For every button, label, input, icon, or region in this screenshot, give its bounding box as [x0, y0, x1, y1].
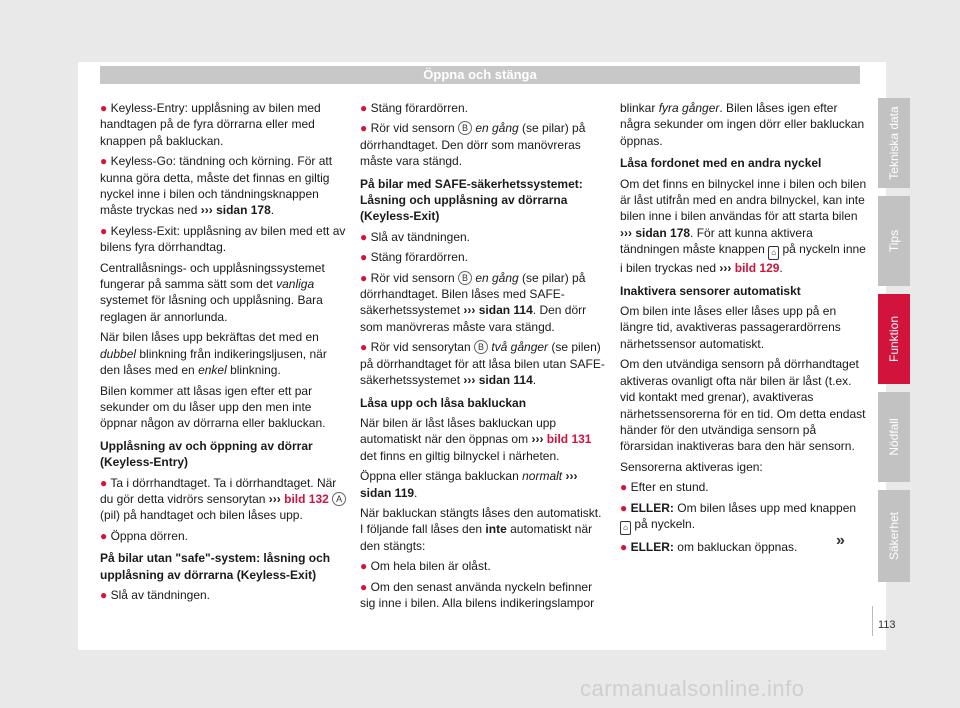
page-number: 113	[878, 619, 896, 631]
figure-reference-link[interactable]: bild 131	[546, 432, 592, 447]
callout-badge: B	[458, 121, 472, 135]
text-column-1	[100, 100, 348, 607]
list-item: ● Slå av tändningen.	[100, 587, 211, 602]
unlock-key-icon: ⌂	[768, 246, 779, 260]
paragraph: Centrallåsnings- och upplåsningssystemet fungerar på samma sätt som det vanliga systemet för låsning och upplåsning. Bara reglagen är annorlunda.	[100, 260, 325, 324]
tab-label: Tekniska data	[887, 106, 901, 180]
page-reference-link[interactable]: sidan 119	[360, 485, 415, 500]
list-item: ● Om hela bilen är olåst.	[360, 559, 491, 574]
bullet-icon: ●	[620, 480, 628, 495]
divider	[872, 606, 873, 636]
tab-funktion[interactable]	[878, 294, 910, 384]
paragraph: Öppna eller stänga bakluckan normalt ››› sidan 119.	[360, 469, 578, 500]
paragraph: När bakluckan stängts låses den automatiskt. I följande fall låses den inte automatiskt när den stängts:	[360, 505, 602, 553]
tab-nodfall[interactable]	[878, 392, 910, 482]
list-item: ● Slå av tändningen.	[360, 229, 471, 244]
bullet-keyless-exit: ● Keyless-Exit: upplåsning av bilen med ett av bilens fyra dörrhandtag.	[100, 223, 346, 255]
bullet-icon: ●	[100, 154, 108, 169]
tab-tips[interactable]	[878, 196, 910, 286]
list-item: ● Om den senast använda nyckeln befinner sig inne i bilen. Alla bilens indikeringslampor	[360, 579, 595, 610]
list-item: ● Stäng förardörren.	[360, 250, 468, 265]
continue-icon: »	[836, 532, 845, 549]
callout-badge: B	[474, 340, 488, 354]
tab-label: Tips	[887, 229, 901, 253]
bullet-icon: ●	[100, 475, 108, 490]
callout-badge: A	[332, 492, 346, 506]
tab-label: Nödfall	[887, 418, 901, 456]
paragraph: När bilen låses upp bekräftas det med en dubbel blinkning från indikeringsljusen, när den låses med en enkel blinkning.	[100, 330, 327, 378]
section-heading: Låsa upp och låsa bakluckan	[360, 395, 527, 410]
page-reference-link[interactable]: sidan 178	[635, 225, 691, 240]
bullet-keyless-go: ● Keyless-Go: tändning och körning. För att kunna göra detta, måste det finnas en giltig nyckel inne i bilen och tändningsknappen måste tryckas ned ››› sidan 178.	[100, 154, 333, 218]
bullet-icon: ●	[100, 528, 108, 543]
tab-sakerhet[interactable]	[878, 490, 910, 582]
list-item: ● Rör vid sensorytan B två gånger (se pilen) på dörrhandtaget för att låsa bilen utan SAFE-säkerhetssystemet ››› sidan 114.	[360, 340, 605, 388]
figure-reference-link[interactable]: bild 132	[284, 491, 329, 506]
text-column-3	[620, 100, 868, 559]
unlock-key-icon: ⌂	[620, 521, 631, 535]
section-heading: Upplåsning av och öppning av dörrar (Keyless-Entry)	[100, 438, 313, 470]
bullet-icon: ●	[360, 559, 368, 574]
section-heading: Låsa fordonet med en andra nyckel	[620, 156, 822, 171]
bullet-keyless-entry: ● Keyless-Entry: upplåsning av bilen med handtagen på de fyra dörrarna eller med knappen på bakluckan.	[100, 101, 321, 148]
bullet-icon: ●	[360, 229, 368, 244]
tab-label: Säkerhet	[887, 511, 901, 561]
bullet-icon: ●	[360, 250, 368, 265]
list-item: ● Efter en stund.	[620, 480, 709, 495]
watermark: carmanualsonline.info	[580, 676, 805, 701]
paragraph: Sensorerna aktiveras igen:	[620, 459, 763, 474]
section-heading: På bilar utan "safe"-system: låsning och upplåsning av dörrarna (Keyless-Exit)	[100, 551, 331, 582]
bullet-icon: ●	[100, 223, 108, 238]
bullet-icon: ●	[360, 270, 368, 285]
paragraph: Bilen kommer att låsas igen efter ett par sekunder om du låser upp den men inte öppnar någon av dörrarna eller bakluckan.	[100, 383, 326, 431]
page-title: Öppna och stänga	[100, 66, 860, 84]
text-column-2	[360, 100, 608, 615]
figure-reference-link[interactable]: bild 129	[734, 261, 780, 276]
page-reference-link[interactable]: sidan 114	[478, 373, 533, 388]
paragraph: blinkar fyra gånger. Bilen låses igen efter några sekunder om ingen dörr eller bakluckan öppnas.	[620, 101, 865, 148]
bullet-icon: ●	[360, 101, 368, 115]
bullet-icon: ●	[360, 579, 368, 594]
tab-tekniska-data[interactable]	[878, 98, 910, 188]
bullet-icon: ●	[620, 539, 628, 554]
section-heading: Inaktivera sensorer automatiskt	[620, 283, 801, 298]
list-item: ● ELLER: Om bilen låses upp med knappen ⌂ på nyckeln.	[620, 500, 868, 535]
list-item: ● Rör vid sensorn B en gång (se pilar) på dörrhandtaget. Bilen låses med SAFE-säkerhetssystemet ››› sidan 114. Den dörr som manövreras måste vara stängd.	[360, 270, 587, 334]
paragraph: Om den utvändiga sensorn på dörrhandtaget aktiveras ovanligt ofta när bilen är låst (t.ex. vid kontakt med grenar), avaktiveras närhetssensorerna för en tid. Om detta endast händer för den utvändiga sensorn på förarsidan inaktiveras bara den här sensorn.	[620, 357, 866, 454]
list-item: ● ELLER: om bakluckan öppnas.	[620, 539, 798, 554]
section-heading: På bilar med SAFE-säkerhetssystemet: Låsning och upplåsning av dörrarna (Keyless-Exit)	[360, 176, 583, 224]
bullet-icon: ●	[620, 500, 628, 515]
page-reference-link[interactable]: sidan 114	[478, 303, 533, 318]
paragraph: Om det finns en bilnyckel inne i bilen och bilen är låst utifrån med en andra bilnyckel, kan inte bilen inne i bilen användas för att starta bilen ››› sidan 178. För att kunna aktivera tändningen måste knappen ⌂ på nyckeln inne i bilen tryckas ned ››› bild 129.	[620, 176, 867, 276]
bullet-icon: ●	[100, 587, 108, 602]
page-reference-link[interactable]: sidan 178	[216, 203, 271, 218]
list-item: ● Rör vid sensorn B en gång (se pilar) på dörrhandtaget. Den dörr som manövreras måste vara stängd.	[360, 121, 586, 169]
tab-label: Funktion	[887, 315, 901, 363]
list-item: ● Stäng förardörren.	[360, 101, 468, 115]
bullet-icon: ●	[100, 101, 108, 115]
bullet-icon: ●	[360, 121, 368, 136]
bullet-icon: ●	[360, 340, 368, 355]
list-item: ● Ta i dörrhandtaget. Ta i dörrhandtaget. När du gör detta vidrörs sensorytan ››› bild 132 A (pil) på handtaget och bilen låses upp.	[100, 475, 348, 524]
list-item: ● Öppna dörren.	[100, 528, 188, 543]
callout-badge: B	[458, 271, 472, 285]
paragraph: När bilen är låst låses bakluckan upp automatiskt när den öppnas om ››› bild 131 det finns en giltig bilnyckel i närheten.	[360, 415, 592, 463]
paragraph: Om bilen inte låses eller låses upp på en längre tid, avaktiveras passagerardörrens närhetssensor automatiskt.	[620, 304, 841, 351]
